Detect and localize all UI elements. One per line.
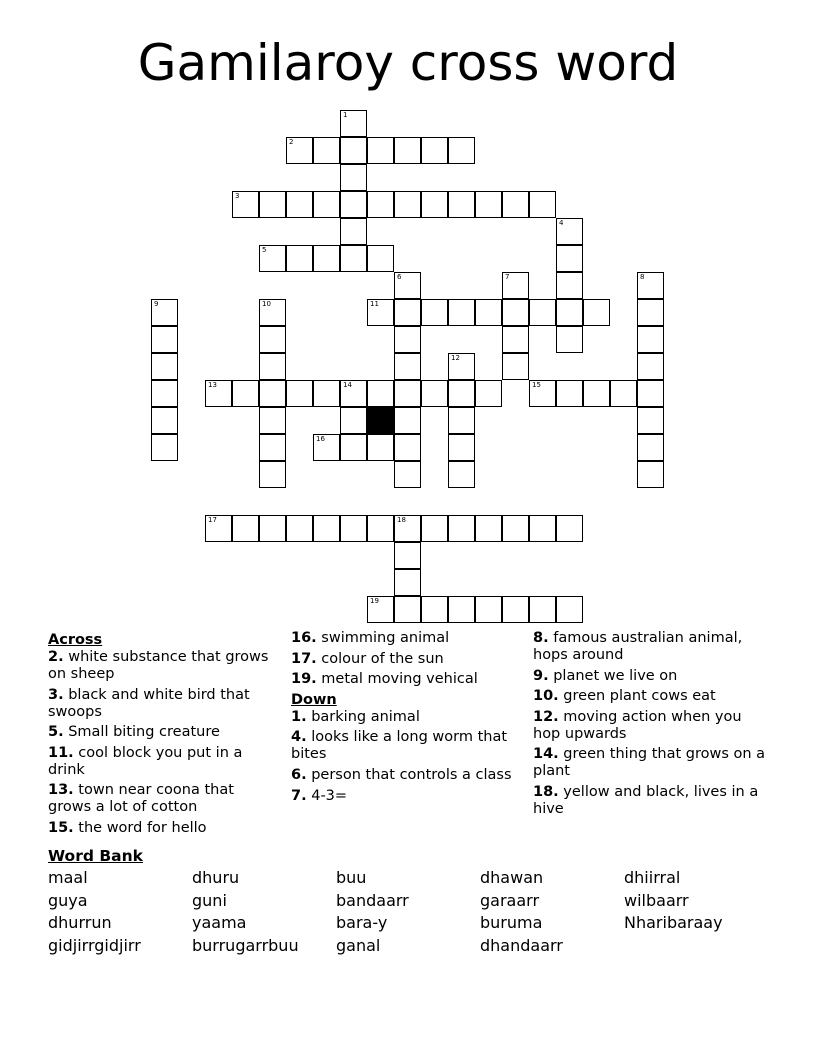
grid-cell[interactable] [502,515,529,542]
grid-cell[interactable] [529,596,556,623]
clue-down-14 [533,746,768,780]
grid-cell[interactable] [313,434,340,461]
clue-number: 18 [397,516,406,524]
grid-cell[interactable] [259,434,286,461]
grid-cell[interactable] [502,353,529,380]
clue-text: green thing that grows on a plant [533,746,766,780]
grid-cell[interactable] [367,299,394,326]
word-bank-item: ganal [336,936,381,955]
clue-text: Small biting creature [63,724,220,741]
grid-cell[interactable] [394,542,421,569]
grid-cell[interactable] [367,515,394,542]
grid-cell[interactable] [313,380,340,407]
grid-cell[interactable] [340,245,367,272]
grid-cell[interactable] [448,407,475,434]
grid-cell[interactable] [529,515,556,542]
grid-cell[interactable] [259,461,286,488]
grid-cell[interactable] [394,191,421,218]
grid-cell[interactable] [421,191,448,218]
grid-cell[interactable] [151,434,178,461]
word-bank-item: guya [48,891,88,910]
grid-cell[interactable] [637,326,664,353]
clue-across-3 [48,687,273,721]
grid-cell[interactable] [151,353,178,380]
grid-cell[interactable] [448,299,475,326]
clue-text: white substance that grows on sheep [48,649,269,682]
word-bank-item: buu [336,868,367,887]
clue-number-label: 2. [48,649,64,665]
clue-number: 3 [235,192,240,200]
grid-cell[interactable] [475,515,502,542]
grid-cell[interactable] [286,137,313,164]
grid-cell[interactable] [151,326,178,353]
clue-column-1 [48,630,273,841]
grid-cell[interactable] [475,596,502,623]
grid-cell[interactable] [502,272,529,299]
word-bank-item: wilbaarr [624,891,689,910]
clue-text: barking animal [306,708,420,725]
grid-cell[interactable] [340,110,367,137]
grid-cell[interactable] [286,515,313,542]
clue-text: person that controls a class [306,766,512,783]
grid-cell[interactable] [151,299,178,326]
grid-cell[interactable] [556,299,583,326]
grid-cell[interactable] [448,353,475,380]
grid-cell[interactable] [394,434,421,461]
clue-number-label: 5. [48,724,64,741]
grid-cell[interactable] [394,461,421,488]
clue-number-label: 8. [533,630,549,646]
clue-down-12 [533,709,768,743]
grid-cell[interactable] [475,191,502,218]
clue-number: 10 [262,300,271,308]
grid-cell[interactable] [556,272,583,299]
grid-cell[interactable] [421,596,448,623]
grid-cell[interactable] [340,380,367,407]
grid-cell[interactable] [340,515,367,542]
grid-cell[interactable] [394,596,421,623]
puzzle-title: Gamilaroy cross word [137,34,679,92]
clue-number-label: 3. [48,686,64,703]
clue-number-label: 18. [533,783,559,800]
grid-cell[interactable] [259,326,286,353]
grid-cell[interactable] [259,245,286,272]
grid-cell[interactable] [610,380,637,407]
grid-cell[interactable] [259,191,286,218]
grid-cell[interactable] [475,380,502,407]
clue-number: 13 [208,381,217,389]
grid-cell[interactable] [394,569,421,596]
clue-number-label: 4. [291,729,307,746]
clue-down-4 [291,729,516,763]
clue-number-label: 15. [48,819,74,836]
word-bank-item: bara-y [336,913,388,932]
grid-cell[interactable] [583,299,610,326]
grid-cell[interactable] [448,380,475,407]
grid-cell[interactable] [259,353,286,380]
grid-cell[interactable] [394,380,421,407]
grid-cell[interactable] [448,191,475,218]
clue-number-label: 16. [291,630,317,646]
down-header: Down [291,691,337,708]
clue-number: 14 [343,381,352,389]
grid-cell[interactable] [421,515,448,542]
grid-cell[interactable] [448,434,475,461]
grid-cell[interactable] [448,596,475,623]
grid-cell[interactable] [556,245,583,272]
grid-cell[interactable] [367,434,394,461]
clue-text: metal moving vehical [316,671,478,688]
clue-across-5 [48,724,273,741]
clue-number: 5 [262,246,267,254]
clue-number-label: 9. [533,667,549,684]
grid-cell[interactable] [556,515,583,542]
clue-text: town near coona that grows a lot of cotton [48,782,234,816]
clue-down-9 [533,668,768,685]
grid-cell[interactable] [367,137,394,164]
clue-across-16 [291,630,516,647]
blocked-cell [367,407,394,434]
word-bank-item: Nharibaraay [624,913,723,932]
clue-across-13 [48,782,273,816]
word-bank-item: gidjirrgidjirr [48,936,141,955]
clue-number: 1 [343,111,348,119]
clue-number: 11 [370,300,379,308]
clue-number-label: 12. [533,708,559,725]
grid-cell[interactable] [367,596,394,623]
grid-cell[interactable] [475,299,502,326]
grid-cell[interactable] [556,596,583,623]
clue-text: black and white bird that swoops [48,686,250,720]
clue-number-label: 7. [291,787,307,804]
clue-text: the word for hello [73,819,207,836]
clue-number: 6 [397,273,402,281]
grid-cell[interactable] [583,380,610,407]
grid-cell[interactable] [502,299,529,326]
word-bank-item: buruma [480,913,543,932]
clue-number: 16 [316,435,325,443]
grid-cell[interactable] [151,380,178,407]
clue-across-19 [291,671,516,688]
clue-text: swimming animal [316,630,450,646]
grid-cell[interactable] [421,380,448,407]
grid-cell[interactable] [448,461,475,488]
word-bank-item: bandaarr [336,891,409,910]
grid-cell[interactable] [529,299,556,326]
clue-across-2 [48,649,273,683]
grid-cell[interactable] [340,407,367,434]
clue-down-7 [291,788,516,805]
clue-down-8 [533,630,768,664]
clue-across-17 [291,651,516,668]
clue-text: famous australian animal, hops around [533,630,743,663]
clue-number: 4 [559,219,564,227]
grid-cell[interactable] [556,326,583,353]
clue-text: colour of the sun [316,650,444,667]
word-bank-item: yaama [192,913,247,932]
grid-cell[interactable] [394,353,421,380]
clue-number-label: 17. [291,650,317,667]
grid-cell[interactable] [502,596,529,623]
clue-text: moving action when you hop upwards [533,708,742,742]
clue-text: looks like a long worm that bites [291,729,508,763]
grid-cell[interactable] [340,164,367,191]
clue-number-label: 19. [291,671,317,688]
grid-cell[interactable] [502,326,529,353]
clue-down-18 [533,784,768,818]
word-bank-item: dhuru [192,868,240,887]
clue-text: green plant cows eat [558,688,716,705]
grid-cell[interactable] [313,245,340,272]
grid-cell[interactable] [286,380,313,407]
grid-cell[interactable] [394,299,421,326]
clue-number-label: 11. [48,744,74,761]
clue-number: 19 [370,597,379,605]
grid-cell[interactable] [637,434,664,461]
grid-cell[interactable] [340,137,367,164]
clue-column-2 [291,630,516,808]
grid-cell[interactable] [394,326,421,353]
grid-cell[interactable] [529,191,556,218]
grid-cell[interactable] [340,218,367,245]
grid-cell[interactable] [637,353,664,380]
grid-cell[interactable] [556,380,583,407]
word-bank-item: maal [48,868,88,887]
clue-text: cool block you put in a drink [48,744,243,778]
word-bank-item: burrugarrbuu [192,936,299,955]
word-bank-item: guni [192,891,227,910]
grid-cell[interactable] [556,218,583,245]
grid-cell[interactable] [394,515,421,542]
clue-number-label: 13. [48,782,74,799]
clue-number: 2 [289,138,294,146]
grid-cell[interactable] [259,380,286,407]
word-bank-item: dhawan [480,868,544,887]
clue-down-1 [291,709,516,726]
clue-number: 12 [451,354,460,362]
clue-number: 7 [505,273,510,281]
grid-cell[interactable] [286,191,313,218]
clue-across-11 [48,745,273,779]
grid-cell[interactable] [448,137,475,164]
grid-cell[interactable] [367,245,394,272]
clue-across-15 [48,820,273,837]
grid-cell[interactable] [502,191,529,218]
grid-cell[interactable] [259,299,286,326]
grid-cell[interactable] [340,434,367,461]
grid-cell[interactable] [637,407,664,434]
clue-text: 4-3= [306,787,348,804]
grid-cell[interactable] [232,191,259,218]
word-bank-item: dhiirral [624,868,681,887]
grid-cell[interactable] [205,380,232,407]
word-bank-item: garaarr [480,891,540,910]
grid-cell[interactable] [313,191,340,218]
grid-cell[interactable] [151,407,178,434]
grid-cell[interactable] [259,515,286,542]
clue-text: planet we live on [548,667,678,684]
grid-cell[interactable] [637,272,664,299]
grid-cell[interactable] [529,380,556,407]
grid-cell[interactable] [421,299,448,326]
grid-cell[interactable] [394,137,421,164]
clue-column-3 [533,630,768,822]
clue-number: 17 [208,516,217,524]
clue-down-6 [291,767,516,784]
grid-cell[interactable] [313,515,340,542]
grid-cell[interactable] [637,461,664,488]
grid-cell[interactable] [637,380,664,407]
clue-text: yellow and black, lives in a hive [533,783,759,817]
clue-down-10 [533,688,768,705]
grid-cell[interactable] [637,299,664,326]
word-bank-item: dhandaarr [480,936,563,955]
grid-cell[interactable] [232,380,259,407]
grid-cell[interactable] [394,407,421,434]
grid-cell[interactable] [367,191,394,218]
grid-cell[interactable] [448,515,475,542]
grid-cell[interactable] [232,515,259,542]
clue-number: 9 [154,300,159,308]
grid-cell[interactable] [394,272,421,299]
clue-number-label: 14. [533,746,559,763]
word-bank-title: Word Bank [48,847,143,865]
clue-number-label: 1. [291,708,307,725]
clue-number-label: 6. [291,766,307,783]
grid-cell[interactable] [205,515,232,542]
grid-cell[interactable] [313,137,340,164]
clue-number: 15 [532,381,541,389]
grid-cell[interactable] [259,407,286,434]
grid-cell[interactable] [367,380,394,407]
word-bank-item: dhurrun [48,913,112,932]
across-header: Across [48,632,103,648]
grid-cell[interactable] [340,191,367,218]
grid-cell[interactable] [286,245,313,272]
grid-cell[interactable] [421,137,448,164]
clue-number: 8 [640,273,645,281]
clue-number-label: 10. [533,688,559,705]
